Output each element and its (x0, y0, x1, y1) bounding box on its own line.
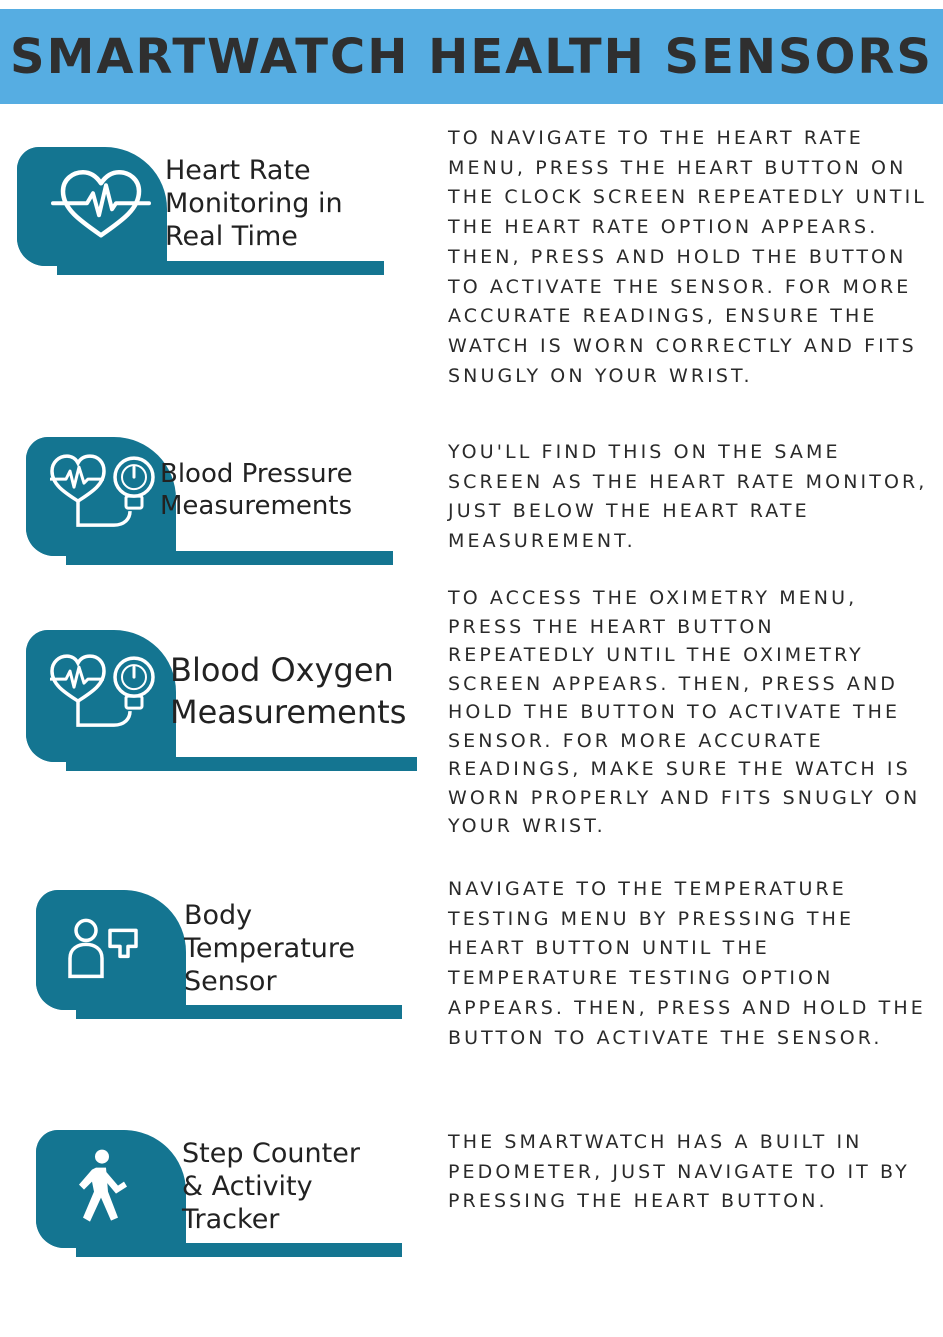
blood-oxygen-label-line-2: Measurements (170, 692, 407, 731)
step-counter-label-line-3: Tracker (182, 1203, 280, 1235)
heart-rate-label-line-2: Monitoring in (165, 187, 343, 219)
heart-rate-description: TO NAVIGATE TO THE HEART RATE MENU, PRESS THE HEART BUTTON ON THE CLOCK SCREEN REPEATEDLY UNTIL THE HEART RATE OPTION APPEARS. THEN, PRESS AND HOLD THE BUTTON TO ACTIVATE THE SENSOR. FOR MORE ACCURATE READINGS, ENSURE THE WATCH IS WORN CORRECTLY AND FITS SNUGLY ON YOUR WRIST. (448, 127, 927, 387)
body-temperature-label-line-2: Temperature (184, 932, 356, 964)
step-counter-label-line-2: & Activity (182, 1170, 313, 1202)
step-counter-label-line-1: Step Counter (182, 1138, 360, 1169)
step-counter-description: THE SMARTWATCH HAS A BUILT IN PEDOMETER, JUST NAVIGATE TO IT BY PRESSING THE HEART BUTTON. (448, 1131, 910, 1213)
heart-rate-label-line-3: Real Time (165, 220, 298, 252)
body-temperature-label-line-1: Body (184, 900, 253, 931)
heart-rate-badge (17, 147, 384, 275)
blood-pressure-label-line-2: Measurements (160, 490, 353, 521)
title-banner (0, 9, 943, 104)
body-temperature-badge (36, 890, 402, 1019)
walking-person-icon (74, 1147, 130, 1227)
page-title: SMARTWATCH HEALTH SENSORS (10, 28, 933, 85)
body-temperature-description: NAVIGATE TO THE TEMPERATURE TESTING MENU BY PRESSING THE HEART BUTTON UNTIL THE TEMPERATURE TESTING OPTION APPEARS. THEN, PRESS AND HOLD THE BUTTON TO ACTIVATE THE SENSOR. (448, 878, 926, 1049)
blood-pressure-description: YOU'LL FIND THIS ON THE SAME SCREEN AS THE HEART RATE MONITOR, JUST BELOW THE HEART RATE MEASUREMENT. (448, 441, 928, 553)
heart-rate-label-line-1: Heart Rate (165, 155, 311, 186)
blood-pressure-label-line-1: Blood Pressure (160, 459, 353, 489)
heart-gauge-icon (44, 451, 164, 537)
step-counter-badge (36, 1130, 402, 1257)
body-temperature-label-line-3: Sensor (184, 965, 277, 997)
heart-pulse-icon (51, 169, 151, 241)
blood-pressure-badge (26, 437, 393, 565)
heart-gauge-icon (44, 651, 164, 737)
blood-oxygen-label-line-1: Blood Oxygen (170, 651, 394, 689)
blood-oxygen-description: TO ACCESS THE OXIMETRY MENU, PRESS THE HEART BUTTON REPEATEDLY UNTIL THE OXIMETRY SCREEN APPEARS. THEN, PRESS AND HOLD THE BUTTON TO ACTIVATE THE SENSOR. FOR MORE ACCURATE READINGS, MAKE SURE THE WATCH IS WORN PROPERLY AND FITS SNUGLY ON YOUR WRIST. (448, 587, 921, 837)
thermometer-gun-icon (66, 914, 146, 984)
blood-oxygen-badge (26, 630, 417, 771)
